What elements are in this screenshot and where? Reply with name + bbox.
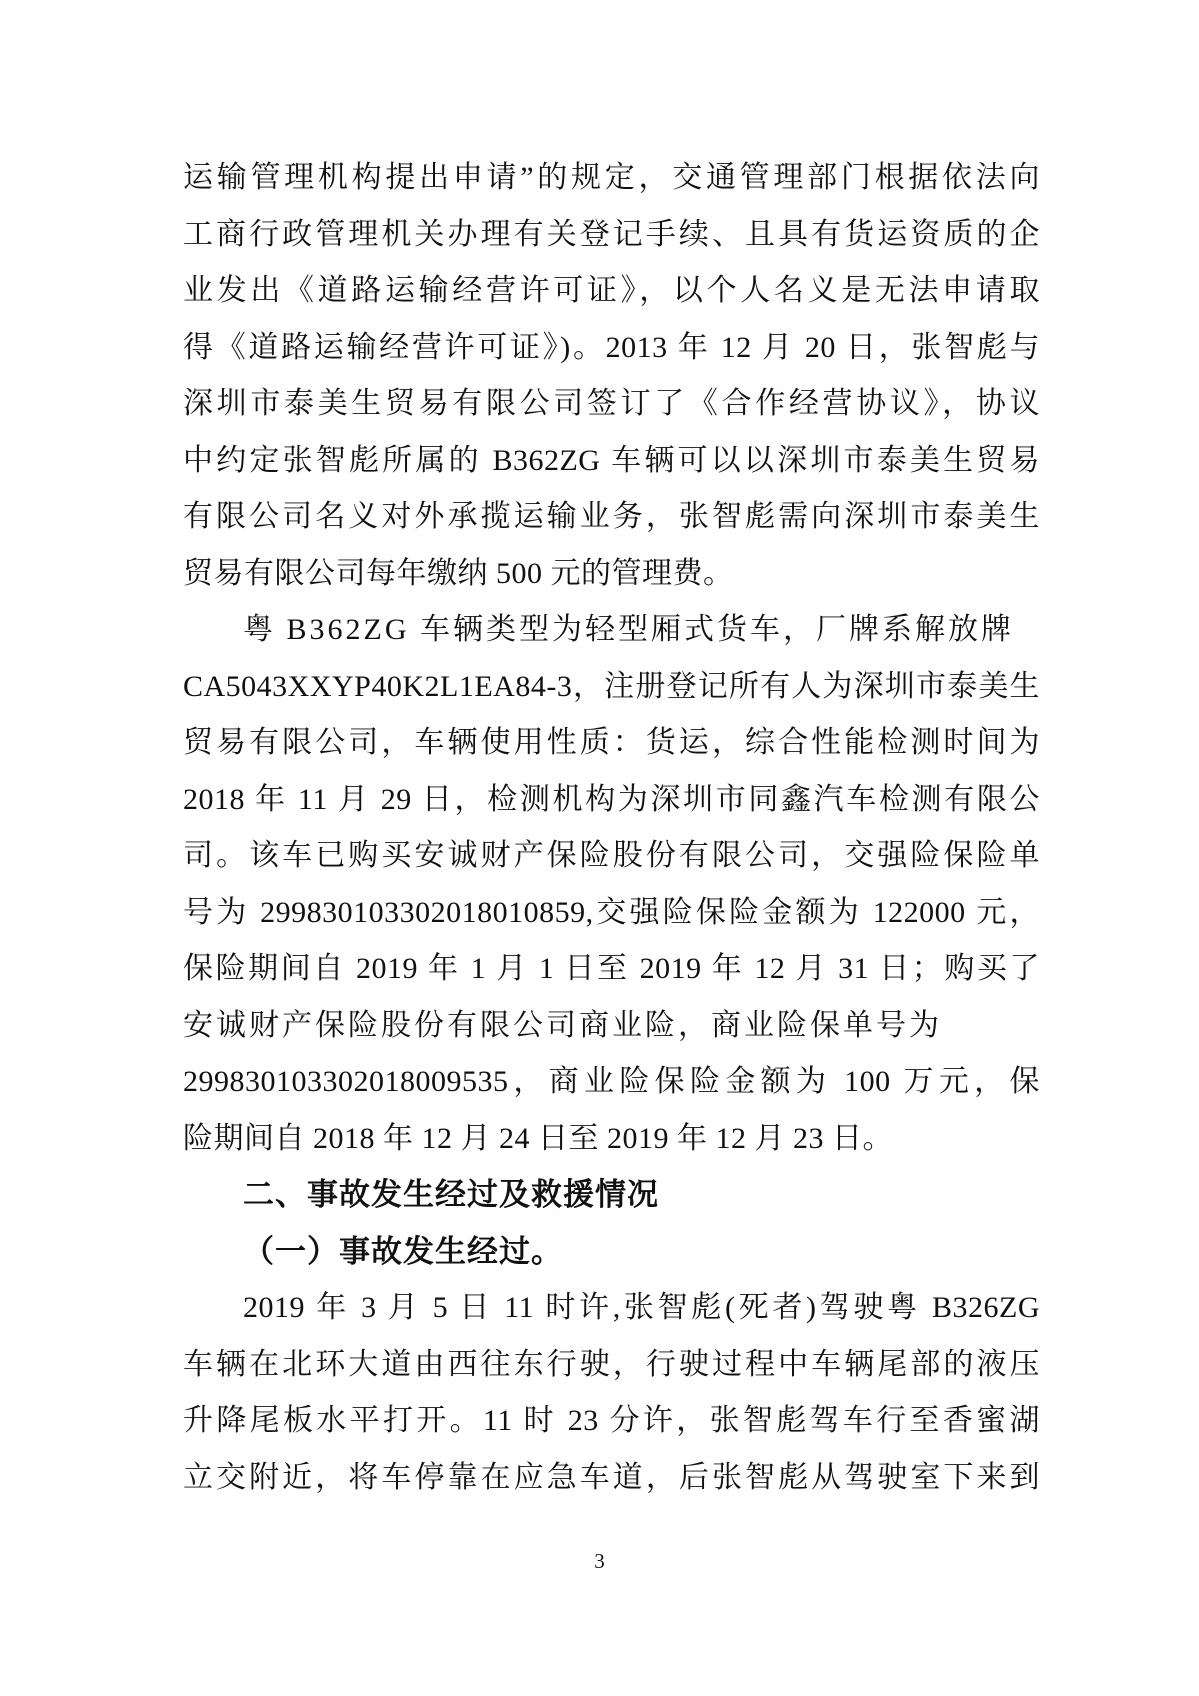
text-line: CA5043XXYP40K2L1EA84-3，注册登记所有人为深圳市泰美生 (183, 669, 1040, 703)
text-line: 保险期间自 2019 年 1 月 1 日至 2019 年 12 月 31 日；购买了 (183, 952, 1040, 985)
text-line: 有限公司名义对外承揽运输业务，张智彪需向深圳市泰美生 (183, 500, 1040, 533)
text-line: 安诚财产保险股份有限公司商业险，商业险保单号为 (183, 1008, 942, 1042)
text-line: 升降尾板水平打开。11 时 23 分许，张智彪驾车行至香蜜湖 (183, 1404, 1040, 1437)
text-line: 2019 年 3 月 5 日 11 时许,张智彪(死者)驾驶粤 B326ZG (243, 1291, 1040, 1324)
text-line: 2018 年 11 月 29 日，检测机构为深圳市同鑫汽车检测有限公 (183, 782, 1040, 816)
text-line: 工商行政管理机关办理有关登记手续、且具有货运资质的企 (183, 217, 1040, 251)
text-line: 粤 B362ZG 车辆类型为轻型厢式货车，厂牌系解放牌 (243, 613, 1014, 646)
text-line: 司。该车已购买安诚财产保险股份有限公司，交强险保险单 (183, 839, 1040, 872)
page-footer (0, 1546, 1199, 1576)
section-heading: （一）事故发生经过。 (243, 1233, 563, 1269)
section-heading: 二、事故发生经过及救援情况 (243, 1177, 659, 1212)
text-line: 深圳市泰美生贸易有限公司签订了《合作经营协议》，协议 (183, 387, 1040, 420)
text-line: 险期间自 2018 年 12 月 24 日至 2019 年 12 月 23 日。 (183, 1121, 893, 1155)
text-line: 号为 299830103302018010859,交强险保险金额为 122000 元， (183, 895, 1040, 929)
text-line: 贸易有限公司，车辆使用性质：货运，综合性能检测时间为 (183, 726, 1040, 759)
text-line: 贸易有限公司每年缴纳 500 元的管理费。 (183, 556, 734, 590)
text-line: 立交附近，将车停靠在应急车道，后张智彪从驾驶室下来到 (183, 1460, 1040, 1494)
text-line: 得《道路运输经营许可证》)。2013 年 12 月 20 日，张智彪与 (183, 330, 1040, 364)
text-line: 中约定张智彪所属的 B362ZG 车辆可以以深圳市泰美生贸易 (183, 443, 1040, 477)
text-line: 运输管理机构提出申请”的规定，交通管理部门根据依法向 (183, 161, 1040, 194)
text-line: 299830103302018009535，商业险保险金额为 100 万元，保 (183, 1065, 1040, 1098)
text-line: 业发出《道路运输经营许可证》，以个人名义是无法申请取 (183, 274, 1040, 307)
text-line: 车辆在北环大道由西往东行驶，行驶过程中车辆尾部的液压 (183, 1347, 1040, 1381)
document-body (183, 150, 1040, 1506)
page-number: 3 (594, 1549, 605, 1573)
